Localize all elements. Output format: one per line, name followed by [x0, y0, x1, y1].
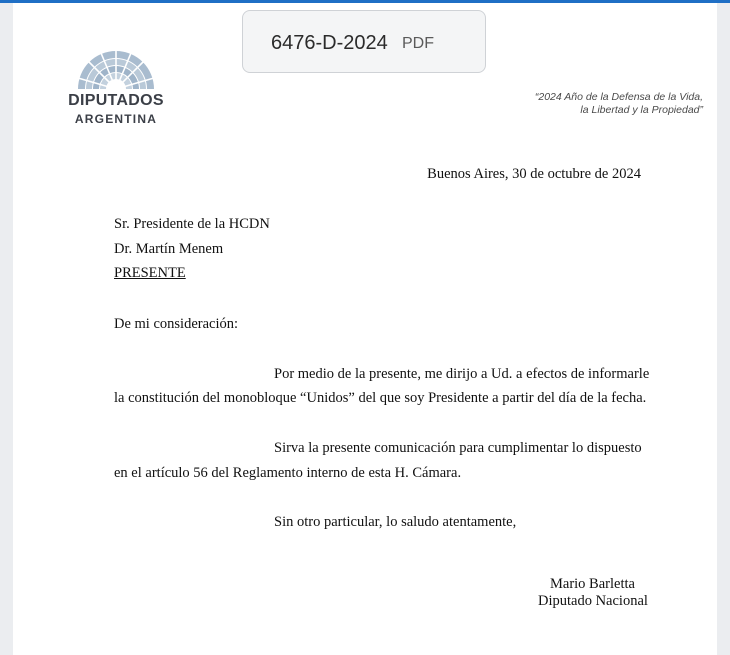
signature-title: Diputado Nacional: [538, 593, 648, 609]
diputados-logo: [61, 45, 171, 135]
logo-subtitle: ARGENTINA: [74, 112, 158, 126]
paragraph-2-line-2: en el artículo 56 del Reglamento interno de esta H. Cámara.: [114, 465, 462, 481]
closing-line: Sin otro particular, lo saludo atentamente,: [274, 514, 517, 530]
logo-title: DIPUTADOS: [68, 92, 164, 109]
signature-name: Mario Barletta: [550, 576, 635, 592]
addressee-line-2: Dr. Martín Menem: [114, 241, 224, 257]
motto-line-2: la Libertad y la Propiedad”: [580, 104, 703, 116]
paragraph-1-line-2: la constitución del monobloque “Unidos” del que soy Presidente a partir del día de la fecha.: [114, 390, 647, 406]
letter-date: Buenos Aires, 30 de octubre de 2024: [427, 166, 641, 182]
addressee-line-3: PRESENTE: [114, 265, 186, 281]
year-motto: [535, 91, 703, 117]
motto-line-1: “2024 Año de la Defensa de la Vida,: [534, 91, 703, 103]
document-page: [13, 3, 717, 655]
congress-dome-icon: [75, 45, 157, 91]
addressee-line-1: Sr. Presidente de la HCDN: [114, 216, 270, 232]
salutation: De mi consideración:: [114, 316, 239, 332]
document-number: 6476-D-2024: [271, 32, 388, 54]
document-format-label: PDF: [402, 35, 434, 52]
paragraph-2-line-1: Sirva la presente comunicación para cumplimentar lo dispuesto: [274, 440, 642, 456]
paragraph-1-line-1: Por medio de la presente, me dirijo a Ud. a efectos de informarle: [274, 366, 650, 382]
document-id-badge[interactable]: [242, 10, 486, 73]
